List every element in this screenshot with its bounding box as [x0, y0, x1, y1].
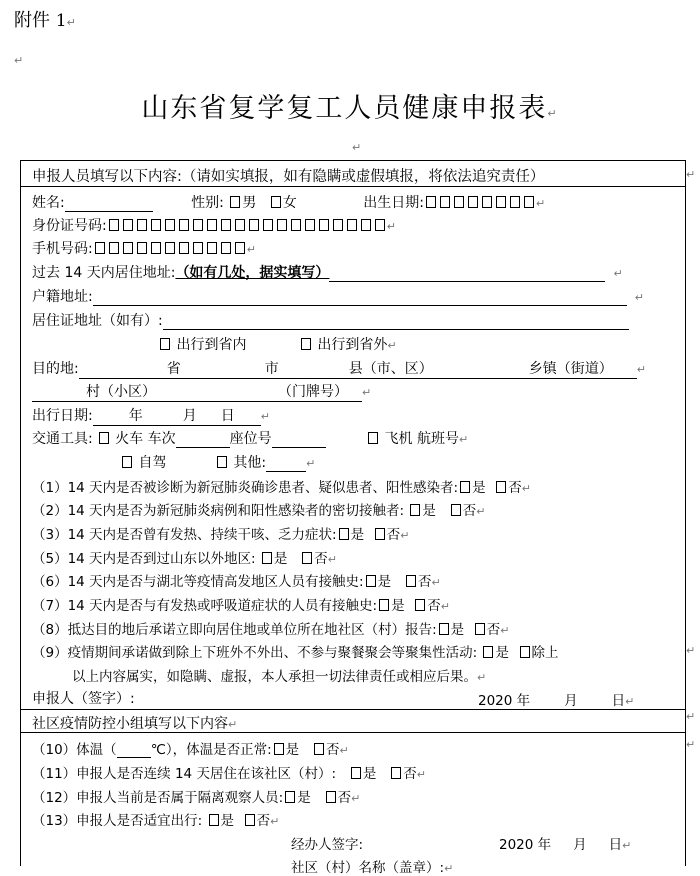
return-mark: ↵ — [686, 644, 696, 657]
yes-checkbox[interactable] — [366, 575, 376, 587]
return-mark: ↵ — [66, 16, 76, 29]
train-checkbox[interactable] — [99, 432, 109, 444]
form-title: 山东省复学复工人员健康申报表↵ — [141, 93, 559, 124]
question-5: （5）14 天内是否到过山东以外地区: 是 否↵ — [32, 551, 337, 567]
question-2: （2）14 天内是否为新冠肺炎病例和阳性感染者的密切接触者: 是 否↵ — [32, 503, 486, 519]
yes-checkbox[interactable] — [339, 528, 349, 540]
other-transport-field[interactable] — [266, 455, 306, 472]
travel-in-province-checkbox[interactable] — [160, 338, 170, 350]
question-7: （7）14 天内是否与有发热或呼吸道症状的人员有接触史: 是 否↵ — [32, 598, 450, 614]
section1-header: 申报人员填写以下内容:（请如实填报，如有隐瞒或虚假填报，将依法追究责任） — [32, 169, 545, 185]
transport-row: 交通工具: 火车 车次 座位号 飞机 航班号↵ — [32, 431, 469, 447]
applicant-signature-date: 2020 年 月 日↵ — [478, 693, 635, 709]
question-9: （9）疫情期间承诺做到除上下班外不外出、不参与聚餐聚会等聚集性活动: 是 除上 — [32, 645, 559, 661]
no-checkbox[interactable] — [375, 528, 385, 540]
destination-row-2: 村（小区） （门牌号） ↵ — [32, 381, 371, 402]
yes-checkbox[interactable] — [285, 791, 295, 803]
attachment-label: 附件 1↵ — [14, 10, 76, 31]
return-mark: ↵ — [686, 738, 696, 751]
id-number-boxes[interactable] — [107, 218, 387, 234]
travel-scope-row: 出行到省内 出行到省外↵ — [158, 334, 397, 354]
residence-hint: （如有几处，据实填写） — [175, 265, 330, 281]
phone-row: 手机号码: ↵ — [32, 241, 256, 257]
destination-field[interactable]: 省 市 县（市、区） 乡镇（街道） — [79, 358, 637, 379]
no-checkbox[interactable] — [326, 791, 336, 803]
question-12: （12）申报人当前是否属于隔离观察人员: 是 否↵ — [32, 790, 361, 806]
permit-field[interactable] — [163, 313, 629, 330]
return-mark: ↵ — [352, 141, 362, 154]
no-checkbox[interactable] — [496, 481, 506, 493]
destination-row: 目的地: 省 市 县（市、区） 乡镇（街道） ↵ — [32, 358, 646, 379]
yes-checkbox[interactable] — [379, 599, 389, 611]
hukou-field[interactable] — [93, 289, 627, 306]
id-row: 身份证号码: ↵ — [32, 218, 396, 234]
section1-header-divider — [20, 186, 685, 187]
handler-signature-date: 2020 年 月 日↵ — [499, 837, 632, 853]
no-checkbox[interactable] — [475, 623, 485, 635]
name-row: 姓名: 性别: 男 女 出生日期: ↵ — [32, 195, 546, 211]
travel-out-province-checkbox[interactable] — [301, 338, 311, 350]
gender-female-checkbox[interactable] — [271, 196, 281, 208]
handler-signature-row: 经办人签字: — [291, 837, 364, 853]
permit-row: 居住证地址（如有）: — [32, 310, 629, 330]
community-name-row: 社区（村）名称（盖章）:↵ — [291, 860, 454, 876]
question-11: （11）申报人是否连续 14 天居住在该社区（村）: 是 否↵ — [32, 766, 426, 782]
yes-checkbox[interactable] — [209, 814, 219, 826]
yes-checkbox[interactable] — [439, 623, 449, 635]
question-13: （13）申报人是否适宜出行: 是 否↵ — [32, 813, 280, 829]
destination-field-2[interactable]: 村（小区） （门牌号） — [32, 381, 362, 402]
transport-row-2: 自驾 其他: ↵ — [120, 452, 315, 472]
no-checkbox[interactable] — [314, 743, 324, 755]
question-8: （8）抵达目的地后承诺立即向居住地或单位所在地社区（村）报告: 是 否↵ — [32, 622, 510, 638]
no-checkbox[interactable] — [451, 504, 461, 516]
seat-number-field[interactable] — [272, 431, 326, 448]
travel-date-row: 出行日期: 年 月 日 ↵ — [32, 405, 270, 426]
question-10: （10）体温（ ℃），体温是否正常: 是 否↵ — [32, 742, 349, 758]
return-mark: ↵ — [686, 168, 696, 181]
residence-field[interactable] — [329, 265, 605, 282]
applicant-signature-row: 申报人（签字）: — [32, 691, 135, 707]
attachment-number: 1 — [55, 11, 67, 31]
section2-header: 社区疫情防控小组填写以下内容↵ — [32, 716, 238, 732]
section-divider — [20, 709, 685, 710]
return-mark: ↵ — [686, 710, 696, 723]
yes-checkbox[interactable] — [262, 552, 272, 564]
hukou-row: 户籍地址: ↵ — [32, 289, 644, 305]
plane-checkbox[interactable] — [368, 432, 378, 444]
question-1: （1）14 天内是否被诊断为新冠肺炎确诊患者、疑似患者、阳性感染者: 是 否↵ — [32, 480, 531, 496]
return-mark: ↵ — [14, 54, 24, 67]
residence-row: 过去 14 天内居住地址:（如有几处，据实填写） ↵ — [32, 265, 623, 281]
yes-checkbox[interactable] — [460, 481, 470, 493]
yes-checkbox[interactable] — [410, 504, 420, 516]
yes-checkbox[interactable] — [274, 743, 284, 755]
self-drive-checkbox[interactable] — [122, 456, 132, 468]
train-number-field[interactable] — [176, 431, 230, 448]
temperature-field[interactable] — [117, 743, 151, 758]
yes-checkbox[interactable] — [483, 646, 493, 658]
no-checkbox[interactable] — [391, 767, 401, 779]
declaration-text: 以上内容属实，如隐瞒、虚报，本人承担一切法律责任或相应后果。↵ — [72, 669, 487, 685]
no-checkbox[interactable] — [520, 646, 530, 658]
yes-checkbox[interactable] — [351, 767, 361, 779]
name-field[interactable] — [65, 195, 153, 212]
phone-number-boxes[interactable] — [93, 241, 247, 257]
other-transport-checkbox[interactable] — [217, 456, 227, 468]
question-6: （6）14 天内是否与湖北等疫情高发地区人员有接触史: 是 否↵ — [32, 574, 441, 590]
travel-date-field[interactable]: 年 月 日 — [93, 405, 261, 426]
no-checkbox[interactable] — [406, 575, 416, 587]
birth-date-boxes[interactable] — [424, 195, 536, 211]
no-checkbox[interactable] — [415, 599, 425, 611]
gender-male-checkbox[interactable] — [230, 196, 240, 208]
question-3: （3）14 天内是否曾有发热、持续干咳、乏力症状: 是 否↵ — [32, 527, 410, 543]
no-checkbox[interactable] — [245, 814, 255, 826]
no-checkbox[interactable] — [302, 552, 312, 564]
